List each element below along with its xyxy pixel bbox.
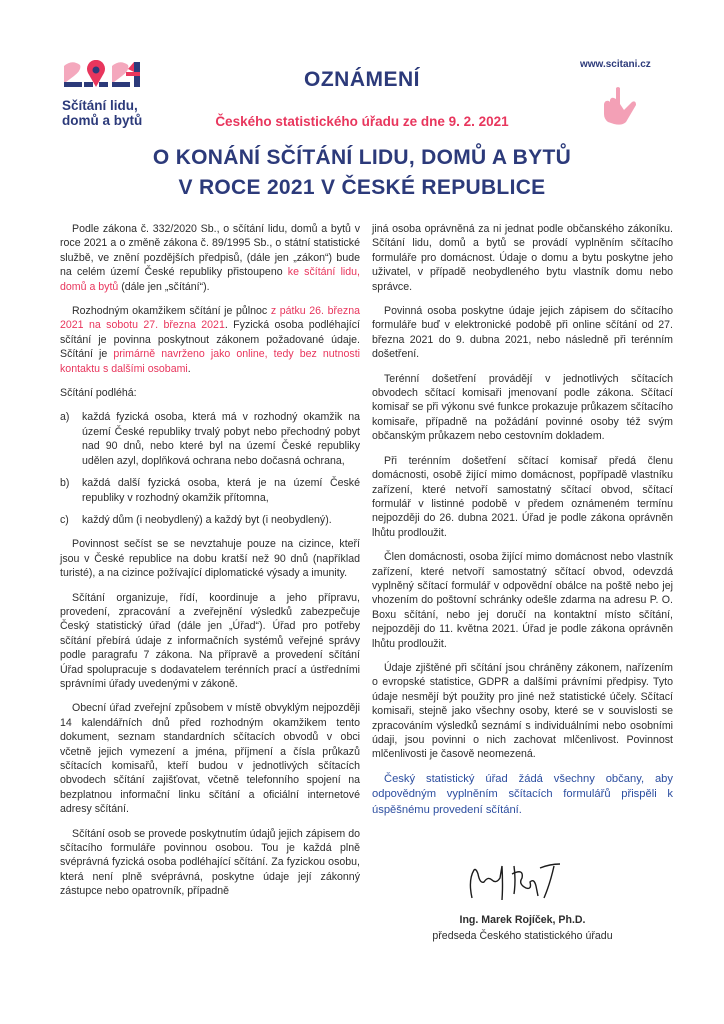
paragraph-census-of-persons: Sčítání osob se provede poskytnutím údajů jejich zápisem do sčítacího formuláře povinnou osobou. Tou je každá plně svéprávná fyzická osoba podléhající sčítání. Za fyzickou osobu, která není plně svéprávná, poskytne údaje její zákonný zástupce nebo opatrovník, případně — [60, 827, 360, 898]
logo-line-2: domů a bytů — [62, 113, 143, 128]
highlight-date: z pátku 26. března 2021 na sobotu 27. března 2021 — [60, 305, 360, 332]
notice-subtitle: Českého statistického úřadu ze dne 9. 2. 2021 — [215, 114, 509, 129]
list-text: každý dům (i neobydlený) a každý byt (i neobydlený). — [82, 513, 332, 526]
paragraph-legal-basis — [60, 222, 360, 294]
text: Podle zákona č. 332/2020 Sb., o sčítání lidu, domů a bytů v roce 2021 a o změně zákona č. 89/1995 Sb., o státní statistické službě, ve znění pozdějších předpisů, (dále jen „zákon“) bude na celém území České republiky přistoupeno — [60, 223, 360, 279]
notice-title: OZNÁMENÍ — [304, 68, 420, 91]
website-link[interactable]: www.scitani.cz — [580, 59, 651, 70]
subject-list — [60, 410, 360, 527]
main-title-line-1: O KONÁNÍ SČÍTÁNÍ LIDU, DOMŮ A BYTŮ — [152, 146, 572, 169]
paragraph-data-protection: Údaje zjištěné při sčítání jsou chráněny zákonem, nařízením o evropské statistice, GDPR a dalšími právními předpisy. Tyto údaje nesmějí být použity pro jiné než statistické účely. Sčítací komisaři, stejně jako všechny osoby, které se v souvislosti se zpracováním výsledků seznámí s individuálními nebo osobními údaji, jsou povinni o nich zachovat mlčenlivost. Povinnost mlčenlivosti je časově neomezená. — [372, 661, 673, 761]
paragraph-form-return: Člen domácnosti, osoba žijící mimo domácnost nebo vlastník zařízení, které netvoří samostatný sčítací obvod, odevzdá vyplněný sčítací formulář v odpovědní obálce na poště nebo jej vhozením do poštovní schránky odešle zdarma na adresu P. O. Boxu sčítání, nebo jej doručí na kontaktní místo sčítání, nejpozději do 11. května 2021. Úřad je podle zákona oprávněn lhůtu prodloužit. — [372, 551, 673, 650]
highlight-census: ke sčítání lidu, domů a bytů — [60, 266, 360, 293]
paragraph-continuation: jiná osoba oprávněná za ni jednat podle občanského zákoníku. Sčítání lidu, domů a bytů se provádí vyplněním sčítacího formuláře pro domácnost. Údaje o domu a bytu poskytne jeho uživatel, v případě neobydleného bytu vlastník domu nebo správce. — [372, 223, 673, 293]
left-column — [60, 222, 360, 909]
list-item — [60, 476, 360, 505]
paragraph-exemptions: Povinnost sečíst se se nevztahuje pouze na cizince, kteří jsou v České republice na dobu kratší než 90 dnů (například turisté), a na cizince požívající diplomatické výsady a imunity. — [60, 538, 360, 580]
paragraph-field-survey: Terénní došetření provádějí v jednotlivých sčítacích obvodech sčítací komisaři jmenovaní podle zákona. Sčítací komisař se při výkonu své funkce prokazuje průkazem sčítacího komisaře, případně na požádání povinné osoby též svým občanským průkazem nebo cestovním dokladem. — [372, 372, 673, 443]
signatory-role: předseda Českého statistického úřadu — [432, 930, 613, 942]
main-title — [0, 143, 724, 203]
text: (dále jen „sčítání“). — [118, 280, 210, 293]
right-column — [372, 222, 673, 828]
paragraph-organization: Sčítání organizuje, řídí, koordinuje a jeho přípravu, provedení, zpracování a zveřejnění výsledků zabezpečuje Český statistický úřad (dále jen „Úřad“). Úřad pro potřeby sčítání přebírá údaje z informačních systémů veřejné správy podle paragrafu 7 zákona. Na přípravě a provedení sčítání Úřad spolupracuje s dodavatelem terénních prací a ústředními správními úřady uvedenými v zákoně. — [60, 591, 360, 690]
signatory — [372, 912, 673, 944]
text: . Fyzická osoba podléhající sčítání je povinna poskytnout zákonem požadované údaje. Sčítání je — [60, 319, 360, 361]
main-title-line-2: V ROCE 2021 V ČESKÉ REPUBLICE — [178, 176, 546, 199]
paragraph-paper-form: Při terénním došetření sčítací komisař předá členu domácnosti, osobě žijící mimo domácnost, popřípadě vlastníku zařízení, které netvoří samostatný sčítací obvod, sčítací formulář v listinné podobě v předem oznámeném termínu nejpozději do 26. dubna 2021. Úřad je podle zákona oprávněn lhůtu prodloužit. — [372, 454, 673, 539]
list-intro: Sčítání podléhá: — [60, 387, 137, 400]
handwritten-signature-icon — [466, 860, 566, 908]
text: . — [187, 362, 191, 375]
list-item — [60, 513, 360, 527]
list-item — [60, 410, 360, 468]
paragraph-online-period: Povinná osoba poskytne údaje jejich zápisem do sčítacího formuláře buď v elektronické podobě při online sčítání od 27. března 2021 do 9. dubna 2021, nebo následně při terénním došetření. — [372, 305, 673, 361]
logo-line-1: Sčítání lidu, — [62, 98, 138, 113]
list-marker: c) — [60, 513, 69, 526]
appeal-to-citizens: Český statistický úřad žádá všechny občany, aby odpovědným vyplněním sčítacích formulářů přispěli k úspěšnému provedení sčítání. — [372, 772, 673, 816]
signatory-name: Ing. Marek Rojíček, Ph.D. — [459, 914, 586, 926]
list-text: každá fyzická osoba, která má v rozhodný okamžik na území České republiky trvalý pobyt nebo přechodný pobyt nad 90 dnů, nebo které byl na území České republiky udělen azyl, doplňková ochrana nebo dočasná ochrana, — [82, 411, 360, 467]
list-marker: b) — [60, 477, 70, 490]
text: Rozhodným okamžikem sčítání je půlnoc — [72, 305, 271, 318]
highlight-online: primárně navrženo jako online, tedy bez nutnosti kontaktu s dalšími osobami — [60, 348, 360, 375]
paragraph-municipal-office: Obecní úřad zveřejní způsobem v místě obvyklým nejpozději 14 kalendářních dnů před rozhodným okamžikem tento dokument, seznam standardních sčítacích obvodů v obci včetně jejich vymezení a jména, příjmení a čísla průkazů sčítacích komisařů, kteří budou v jednotlivých sčítacích obvodech sčítání zajišťovat, včetně telefonního spojení na bezplatnou informační linku sčítání a oficiální internetové adresy sčítání. — [60, 702, 360, 816]
list-text: každá další fyzická osoba, která je na území České republiky v rozhodný okamžik přítomna, — [82, 477, 360, 504]
paragraph-decisive-moment — [60, 304, 360, 376]
list-marker: a) — [60, 411, 70, 424]
